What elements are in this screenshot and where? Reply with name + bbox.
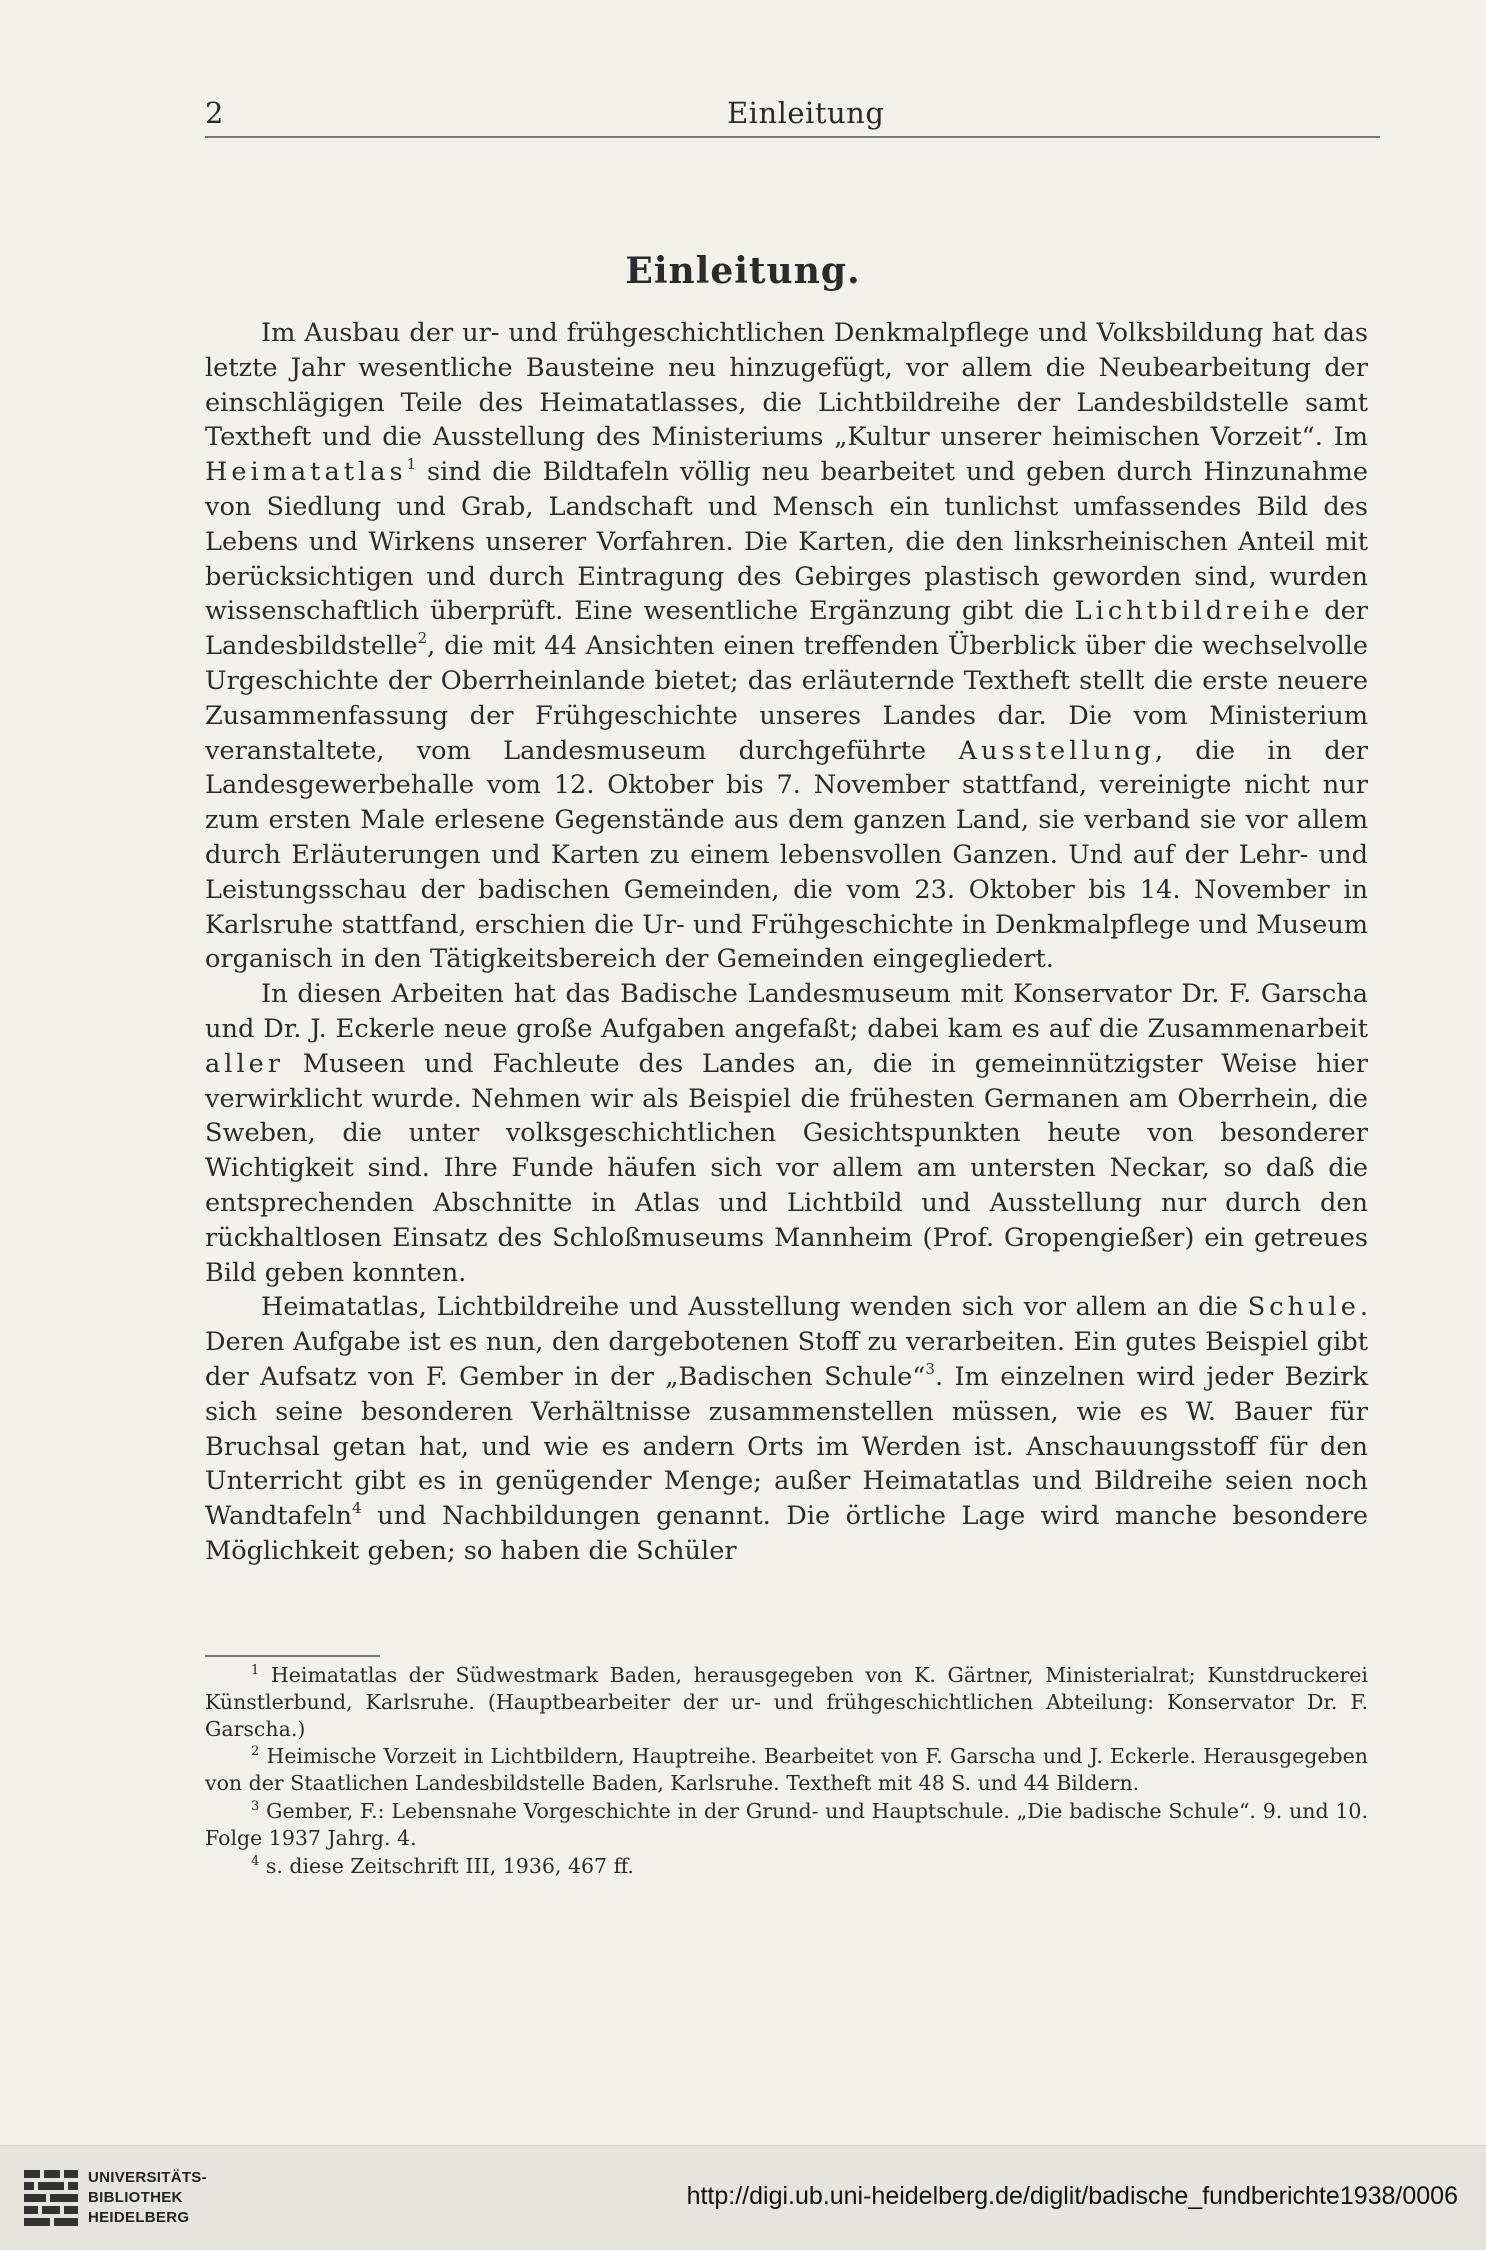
chapter-title: Einleitung. [625, 250, 861, 292]
footnote-mark: 1 [251, 1663, 260, 1678]
footnote-ref: 2 [417, 629, 428, 648]
footnote [205, 1798, 1368, 1852]
footnotes [205, 1662, 1368, 1880]
text-run: Im Ausbau der ur- und frühgeschichtlichen Denkmalpflege und Volksbildung hat das letzte Jahr wesentliche Bausteine neu hinzugefügt, vor allem die Neubearbeitung der einschlägigen Teile des Heimatatlasses, die Lichtbildreihe der Landesbildstelle samt Textheft und die Ausstellung des Ministeriums „Kultur unserer heimischen Vorzeit“. Im [205, 318, 1368, 453]
text-run: Museen und Fachleute des Landes an, die in gemeinnützigster Weise hier verwirklicht wurde. Nehmen wir als Beispiel die frühesten Germanen am Oberrhein, die Sweben, die unter volksgeschichtlichen Gesichtspunkten heute von besonderer Wichtigkeit sind. Ihre Funde häufen sich vor allem am untersten Neckar, so daß die entsprechenden Abschnitte in Atlas und Lichtbild und Ausstellung nur durch den rückhaltlosen Einsatz des Schloßmuseums Mannheim (Prof. Gropengießer) ein getreues Bild geben konnten. [205, 1048, 1368, 1288]
text-run: , die in der Landesgewerbehalle vom 12. Oktober bis 7. November stattfand, vereinigte nicht nur zum ersten Male erlesene Gegenstände aus dem ganzen Land, sie verband sie vor allem durch Erläuterungen und Karten zu einem lebensvollen Ganzen. Und auf der Lehr- und Leistungsschau der badischen Gemeinden, die vom 23. Oktober bis 14. November in Karlsruhe stattfand, erschien die Ur- und Frühgeschichte in Denkmalpflege und Museum organisch in den Tätigkeitsbereich der Gemeinden eingegliedert. [205, 735, 1368, 975]
paragraph-3 [205, 1290, 1368, 1568]
library-name-line: UNIVERSITÄTS- [88, 2169, 207, 2186]
paragraph-1 [205, 316, 1368, 977]
spaced-term: Lichtbildreihe [1074, 596, 1314, 627]
footnote-text: Heimische Vorzeit in Lichtbildern, Hauptreihe. Bearbeitet von F. Garscha und J. Eckerle. Herausgegeben von der Staatlichen Landesbildstelle Baden, Karlsruhe. Textheft mit 48 S. und 44 Bildern. [205, 1744, 1368, 1796]
permalink-url[interactable]: http://digi.ub.uni-heidelberg.de/diglit/badische_fundberichte1938/0006 [686, 2182, 1458, 2210]
spaced-term: Heimatatlas [205, 457, 407, 488]
footnote-text: Heimatatlas der Südwestmark Baden, herausgegeben von K. Gärtner, Ministerialrat; Kunstdruckerei Künstlerbund, Karlsruhe. (Hauptbearbeiter der ur- und frühgeschichtlichen Abteilung: Konservator Dr. F. Garscha.) [205, 1663, 1368, 1741]
text-run: In diesen Arbeiten hat das Badische Landesmuseum mit Konservator Dr. F. Garscha und Dr. J. Eckerle neue große Aufgaben angefaßt; dabei kam es auf die Zusammenarbeit [205, 979, 1368, 1044]
library-name [88, 2168, 207, 2228]
footnote-ref: 4 [352, 1499, 362, 1518]
footnote [205, 1662, 1368, 1742]
page-number: 2 [205, 96, 224, 130]
footnote-rule [205, 1655, 380, 1657]
footnote-ref: 3 [925, 1359, 935, 1378]
footnote-mark: 4 [251, 1853, 260, 1869]
footnote-text: Gember, F.: Lebensnahe Vorgeschichte in der Grund- und Hauptschule. „Die badische Schule“. 9. und 10. Folge 1937 Jahrg. 4. [205, 1798, 1368, 1850]
text-run: Heimatatlas, Lichtbildreihe und Ausstellung wenden sich vor allem an die [261, 1292, 1248, 1323]
footnote-mark: 3 [251, 1798, 260, 1814]
paragraph-2 [205, 977, 1368, 1290]
footnote-mark: 2 [251, 1744, 260, 1760]
spaced-term: Schule [1247, 1292, 1360, 1323]
text-run: . Deren Aufgabe ist es nun, den dargebotenen Stoff zu verarbeiten. Ein gutes Beispiel gibt der Aufsatz von F. Gember in der „Badischen Schule“ [205, 1292, 1368, 1392]
text-run: sind die Bildtafeln völlig neu bearbeitet und geben durch Hinzunahme von Siedlung und Grab, Landschaft und Mensch ein tunlichst umfassendes Bild des Lebens und Wirkens unserer Vorfahren. Die Karten, die den linksrheinischen Anteil mit berücksichtigen und durch Eintragung des Gebirges plastisch geworden sind, wurden wissenschaftlich überprüft. Eine wesentliche Ergänzung gibt die [205, 457, 1368, 627]
text-run: und Nachbildungen genannt. Die örtliche Lage wird manche besondere Möglichkeit geben; so haben die Schüler [205, 1501, 1368, 1566]
viewer-footer [0, 2145, 1486, 2250]
footnote-ref: 1 [406, 455, 417, 474]
body-text [205, 316, 1368, 1569]
library-logo-icon [22, 2166, 80, 2230]
library-name-line: HEIDELBERG [88, 2209, 190, 2226]
running-title: Einleitung [727, 96, 885, 130]
header-rule [205, 136, 1380, 138]
library-name-line: BIBLIOTHEK [88, 2189, 183, 2206]
text-run: der Landesbildstelle [205, 596, 1368, 662]
text-run: . Im einzelnen wird jeder Bezirk sich seine besonderen Verhältnisse zusammenstellen müssen, wie es W. Bauer für Bruchsal getan hat, und wie es andern Orts im Werden ist. Anschauungsstoff für den Unterricht gibt es in genügender Menge; außer Heimatatlas und Bildreihe seien noch Wandtafeln [205, 1361, 1368, 1532]
running-header [205, 96, 1380, 136]
footnote [205, 1853, 1368, 1880]
footnote [205, 1743, 1368, 1797]
spaced-term: Ausstellung [958, 735, 1155, 766]
spaced-term: aller [205, 1048, 285, 1079]
footnote-text: s. diese Zeitschrift III, 1936, 467 ff. [265, 1853, 634, 1878]
text-run: , die mit 44 Ansichten einen treffenden Überblick über die wechselvolle Urgeschichte der Oberrheinlande bietet; das erläuternde Textheft stellt die erste neuere Zusammenfassung der Frühgeschichte unseres Landes dar. Die vom Ministerium veranstaltete, vom Landesmuseum durchgeführte [205, 631, 1368, 766]
